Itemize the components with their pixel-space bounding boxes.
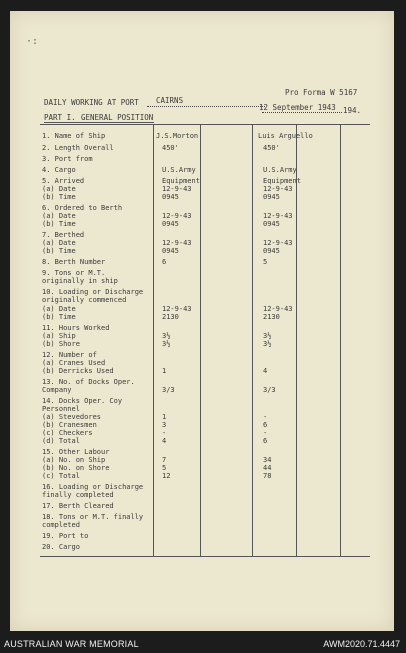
part-number: PART I. (44, 113, 76, 122)
port-dotted-line (147, 106, 265, 107)
row-label: (c) Checkers (42, 429, 93, 437)
row-value-ship-2: 78 (263, 472, 272, 480)
row-label: finally completed (42, 491, 114, 499)
row-label: (b) Cranesmen (42, 421, 97, 429)
row-label: 13. No. of Docks Oper. (42, 378, 135, 386)
row-label: (a) Cranes Used (42, 359, 106, 367)
row-label: (d) Total (42, 437, 80, 445)
ink-mark: ·: (26, 36, 39, 47)
row-label: completed (42, 521, 80, 529)
report-date: 12 September 1943 (259, 103, 336, 112)
row-label: (a) Ship (42, 332, 76, 340)
row-label: (c) Total (42, 472, 80, 480)
archive-footer (0, 636, 406, 653)
row-value-ship-1: 4 (162, 437, 167, 445)
archive-reference: AWM2020.71.4447 (323, 639, 400, 649)
row-label: 3. Port from (42, 155, 93, 163)
row-value-ship-2: 0945 (263, 220, 280, 228)
row-label: 8. Berth Number (42, 258, 106, 266)
row-label: (b) Time (42, 247, 76, 255)
part-underline (44, 122, 154, 123)
part-title: GENERAL POSITION (81, 113, 154, 122)
row-value-ship-2: 3/3 (263, 386, 276, 394)
row-value-ship-1: U.S.Army (162, 166, 196, 174)
table-top-rule (40, 124, 370, 125)
row-value-ship-1: Equipment (162, 177, 200, 185)
row-value-ship-2: 2130 (263, 313, 280, 321)
row-value-ship-2: - (263, 429, 268, 437)
row-value-ship-1: 0945 (162, 247, 179, 255)
row-value-ship-2: 44 (263, 464, 272, 472)
row-value-ship-1: 6 (162, 258, 167, 266)
row-value-ship-1: 12-9-43 (162, 185, 192, 193)
row-label: 2. Length Overall (42, 144, 114, 152)
row-value-ship-2: 12-9-43 (263, 212, 293, 220)
archive-name: AUSTRALIAN WAR MEMORIAL (4, 639, 139, 649)
row-value-ship-1: 12-9-43 (162, 212, 192, 220)
row-value-ship-2: 6 (263, 437, 268, 445)
table-bottom-rule (40, 556, 370, 557)
row-label: 5. Arrived (42, 177, 85, 185)
row-value-ship-1: 12-9-43 (162, 305, 192, 313)
row-value-ship-2: 5 (263, 258, 268, 266)
ship-name-1: J.S.Morton (156, 132, 199, 140)
row-value-ship-1: 12 (162, 472, 171, 480)
row-value-ship-2: 12-9-43 (263, 239, 293, 247)
row-value-ship-1: 5 (162, 464, 167, 472)
row-value-ship-2: 12-9-43 (263, 305, 293, 313)
document-title: DAILY WORKING AT PORT (44, 98, 139, 107)
row-value-ship-2: 3½ (263, 340, 272, 348)
pro-forma-number: Pro Forma W 5167 (285, 88, 358, 97)
row-label: 7. Berthed (42, 231, 85, 239)
row-value-ship-2: 0945 (263, 193, 280, 201)
row-value-ship-1: 2130 (162, 313, 179, 321)
row-value-ship-2: 450' (263, 144, 280, 152)
row-value-ship-1: 12-9-43 (162, 239, 192, 247)
row-value-ship-2: U.S.Army (263, 166, 297, 174)
row-label: 15. Other Labour (42, 448, 110, 456)
row-label: 14. Docks Oper. Coy (42, 397, 123, 405)
row-value-ship-1: 7 (162, 456, 167, 464)
row-label: 17. Berth Cleared (42, 502, 114, 510)
row-label: 6. Ordered to Berth (42, 204, 123, 212)
row-label: 12. Number of (42, 351, 97, 359)
row-value-ship-1: 1 (162, 367, 167, 375)
row-label: (b) Time (42, 313, 76, 321)
column-rule-3 (252, 124, 253, 556)
row-label: (a) Stevedores (42, 413, 102, 421)
date-dotted-line (262, 112, 342, 113)
row-label: (a) Date (42, 239, 76, 247)
row-label: 16. Loading or Discharge (42, 483, 144, 491)
row-label: (b) Time (42, 220, 76, 228)
row-value-ship-2: 4 (263, 367, 268, 375)
row-label: (a) Date (42, 185, 76, 193)
row-label: originally in ship (42, 277, 118, 285)
row-label: 19. Port to (42, 532, 89, 540)
row-value-ship-2: 0945 (263, 247, 280, 255)
row-value-ship-2: Equipment (263, 177, 301, 185)
row-label: 10. Loading or Discharge (42, 288, 144, 296)
row-label: (a) Date (42, 212, 76, 220)
column-rule-5 (340, 124, 341, 556)
row-label: (b) Derricks Used (42, 367, 114, 375)
row-value-ship-2: 34 (263, 456, 272, 464)
row-value-ship-1: 3½ (162, 332, 171, 340)
row-label: (a) Date (42, 305, 76, 313)
row-value-ship-2: 12-9-43 (263, 185, 293, 193)
row-value-ship-2: 6 (263, 421, 268, 429)
year-suffix: 194. (343, 106, 362, 115)
row-value-ship-1: 0945 (162, 193, 179, 201)
row-label: (b) Time (42, 193, 76, 201)
row-value-ship-1: 0945 (162, 220, 179, 228)
row-label: Personnel (42, 405, 80, 413)
document-page (10, 11, 394, 631)
port-name: CAIRNS (156, 96, 184, 105)
row-value-ship-1: 3½ (162, 340, 171, 348)
row-label: 4. Cargo (42, 166, 76, 174)
row-label: (b) Shore (42, 340, 80, 348)
row-label: 18. Tons or M.T. finally (42, 513, 144, 521)
row-label: 9. Tons or M.T. (42, 269, 106, 277)
row-label: 20. Cargo (42, 543, 80, 551)
row-label: Company (42, 386, 72, 394)
column-rule-4 (296, 124, 297, 556)
row-value-ship-2: 3½ (263, 332, 272, 340)
column-rule-1 (153, 124, 154, 556)
row-value-ship-1: 3 (162, 421, 167, 429)
row-value-ship-1: 3/3 (162, 386, 175, 394)
row-label: 1. Name of Ship (42, 132, 106, 140)
column-rule-2 (200, 124, 201, 556)
row-label: (a) No. on Ship (42, 456, 106, 464)
row-label: (b) No. on Shore (42, 464, 110, 472)
row-value-ship-2: - (263, 413, 268, 421)
row-label: originally commenced (42, 296, 127, 304)
row-value-ship-1: 1 (162, 413, 167, 421)
row-value-ship-1: - (162, 429, 167, 437)
row-value-ship-1: 450' (162, 144, 179, 152)
row-label: 11. Hours Worked (42, 324, 110, 332)
ship-name-2: Luis Arguello (258, 132, 313, 140)
